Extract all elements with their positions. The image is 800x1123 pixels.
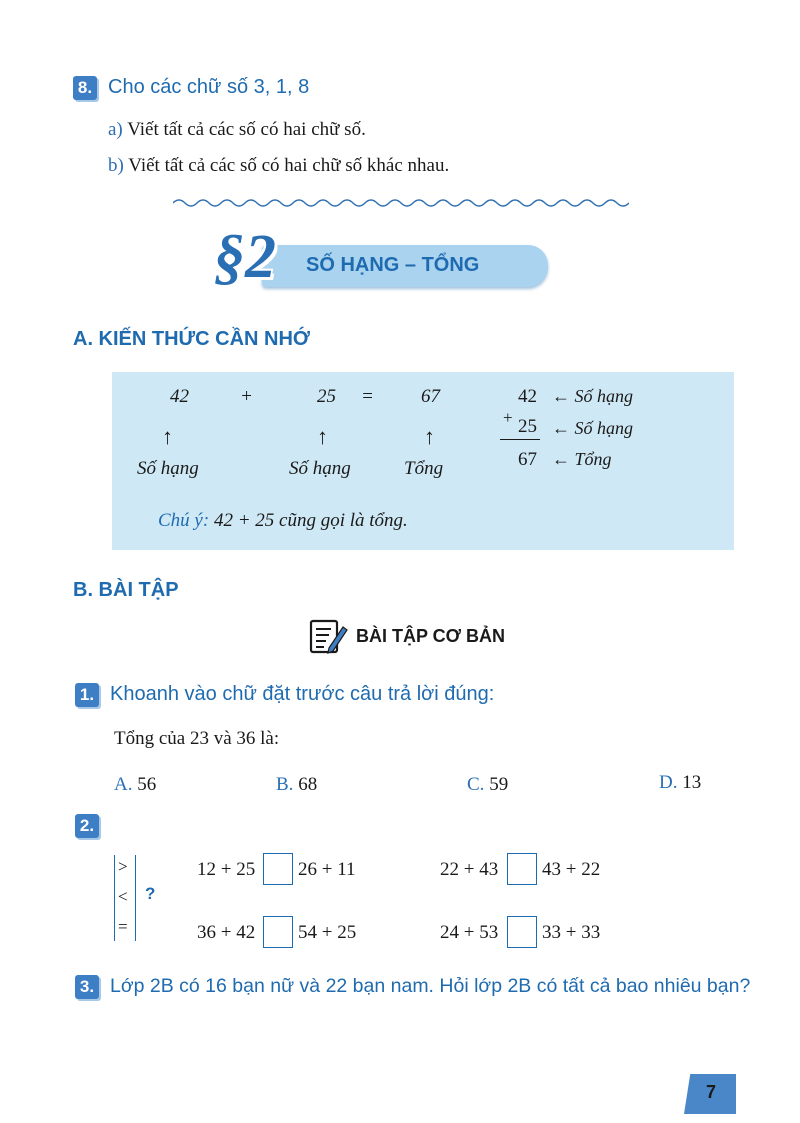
note-label: Chú ý: bbox=[158, 510, 210, 531]
note bbox=[158, 510, 408, 532]
column-plus: + bbox=[503, 408, 513, 427]
compare-left-expression: 36 + 42 bbox=[197, 922, 256, 943]
part-a-heading: A. KIẾN THỨC CẦN NHỚ bbox=[73, 328, 310, 350]
compare-left-expression: 12 + 25 bbox=[197, 859, 256, 880]
column-sum: 67 bbox=[518, 449, 537, 470]
question-1-title: Khoanh vào chữ đặt trước câu trả lời đúng: bbox=[110, 683, 495, 705]
question-3-title: Lớp 2B có 16 bạn nữ và 22 bạn nam. Hỏi lớp 2B có tất cả bao nhiêu bạn? bbox=[110, 975, 751, 997]
wavy-divider bbox=[173, 196, 629, 210]
equation-sum: 67 bbox=[421, 386, 440, 407]
question-mark: ? bbox=[145, 884, 156, 903]
option-a[interactable] bbox=[114, 774, 156, 796]
option-c-letter: C. bbox=[467, 774, 485, 795]
option-c[interactable] bbox=[467, 774, 508, 796]
compare-left-expression: 24 + 53 bbox=[440, 922, 499, 943]
equation-addend-2: 25 bbox=[317, 386, 336, 407]
compare-left-expression: 22 + 43 bbox=[440, 859, 499, 880]
question-8b-text: Viết tất cả các số có hai chữ số khác nhau. bbox=[128, 155, 450, 176]
question-8b-label: b) bbox=[108, 155, 124, 176]
compare-right-expression: 43 + 22 bbox=[542, 859, 601, 880]
question-number-badge-2: 2. bbox=[75, 814, 99, 838]
question-number-badge-8: 8. bbox=[73, 76, 97, 100]
column-sum-line bbox=[500, 439, 540, 440]
question-8a-text: Viết tất cả các số có hai chữ số. bbox=[127, 119, 366, 140]
option-d[interactable] bbox=[659, 772, 701, 794]
option-c-value: 59 bbox=[489, 774, 509, 795]
column-addend-1: 42 bbox=[518, 386, 537, 407]
answer-box[interactable] bbox=[507, 916, 537, 948]
question-8-title: Cho các chữ số 3, 1, 8 bbox=[108, 76, 310, 98]
column-addend-2: 25 bbox=[518, 416, 537, 437]
column-label-sum: ← Tổng bbox=[552, 449, 612, 469]
label-sum: Tổng bbox=[404, 458, 444, 479]
note-text: 42 + 25 cũng gọi là tổng. bbox=[213, 510, 408, 531]
equation-plus: + bbox=[240, 386, 253, 407]
option-a-value: 56 bbox=[137, 774, 157, 795]
section-number: §2 bbox=[214, 223, 276, 291]
label-addend-1: Số hạng bbox=[137, 458, 199, 479]
option-b-value: 68 bbox=[298, 774, 318, 795]
option-b-letter: B. bbox=[276, 774, 294, 795]
compare-right-expression: 33 + 33 bbox=[542, 922, 601, 943]
equation-equals: = bbox=[361, 386, 374, 407]
answer-box[interactable] bbox=[263, 853, 293, 885]
sign-equal: = bbox=[118, 917, 128, 936]
compare-right-expression: 26 + 11 bbox=[298, 859, 356, 880]
exercise-notepad-icon bbox=[309, 618, 349, 656]
option-d-letter: D. bbox=[659, 772, 678, 793]
option-d-value: 13 bbox=[682, 772, 702, 793]
option-a-letter: A. bbox=[114, 774, 133, 795]
arrow-up-icon: ↑ bbox=[424, 424, 435, 449]
sign-less: < bbox=[118, 887, 128, 906]
column-label-addend-2: ← Số hạng bbox=[552, 418, 633, 438]
label-addend-2: Số hạng bbox=[289, 458, 351, 479]
part-b-heading: B. BÀI TẬP bbox=[73, 579, 179, 601]
arrow-up-icon: ↑ bbox=[317, 424, 328, 449]
page-number: 7 bbox=[706, 1082, 717, 1102]
sign-greater: > bbox=[118, 857, 128, 876]
option-b[interactable] bbox=[276, 774, 317, 796]
question-number-badge-3: 3. bbox=[75, 975, 99, 999]
question-8b bbox=[108, 155, 449, 177]
question-8a-label: a) bbox=[108, 119, 123, 140]
column-label-addend-1: ← Số hạng bbox=[552, 386, 633, 406]
answer-box[interactable] bbox=[507, 853, 537, 885]
question-number-badge-1: 1. bbox=[75, 683, 99, 707]
arrow-up-icon: ↑ bbox=[162, 424, 173, 449]
section-title: SỐ HẠNG – TỔNG bbox=[306, 254, 480, 276]
answer-box[interactable] bbox=[263, 916, 293, 948]
compare-right-expression: 54 + 25 bbox=[298, 922, 357, 943]
basic-exercises-heading: BÀI TẬP CƠ BẢN bbox=[356, 626, 506, 646]
question-1-text: Tổng của 23 và 36 là: bbox=[114, 728, 280, 749]
question-8a bbox=[108, 119, 366, 141]
equation-addend-1: 42 bbox=[170, 386, 189, 407]
